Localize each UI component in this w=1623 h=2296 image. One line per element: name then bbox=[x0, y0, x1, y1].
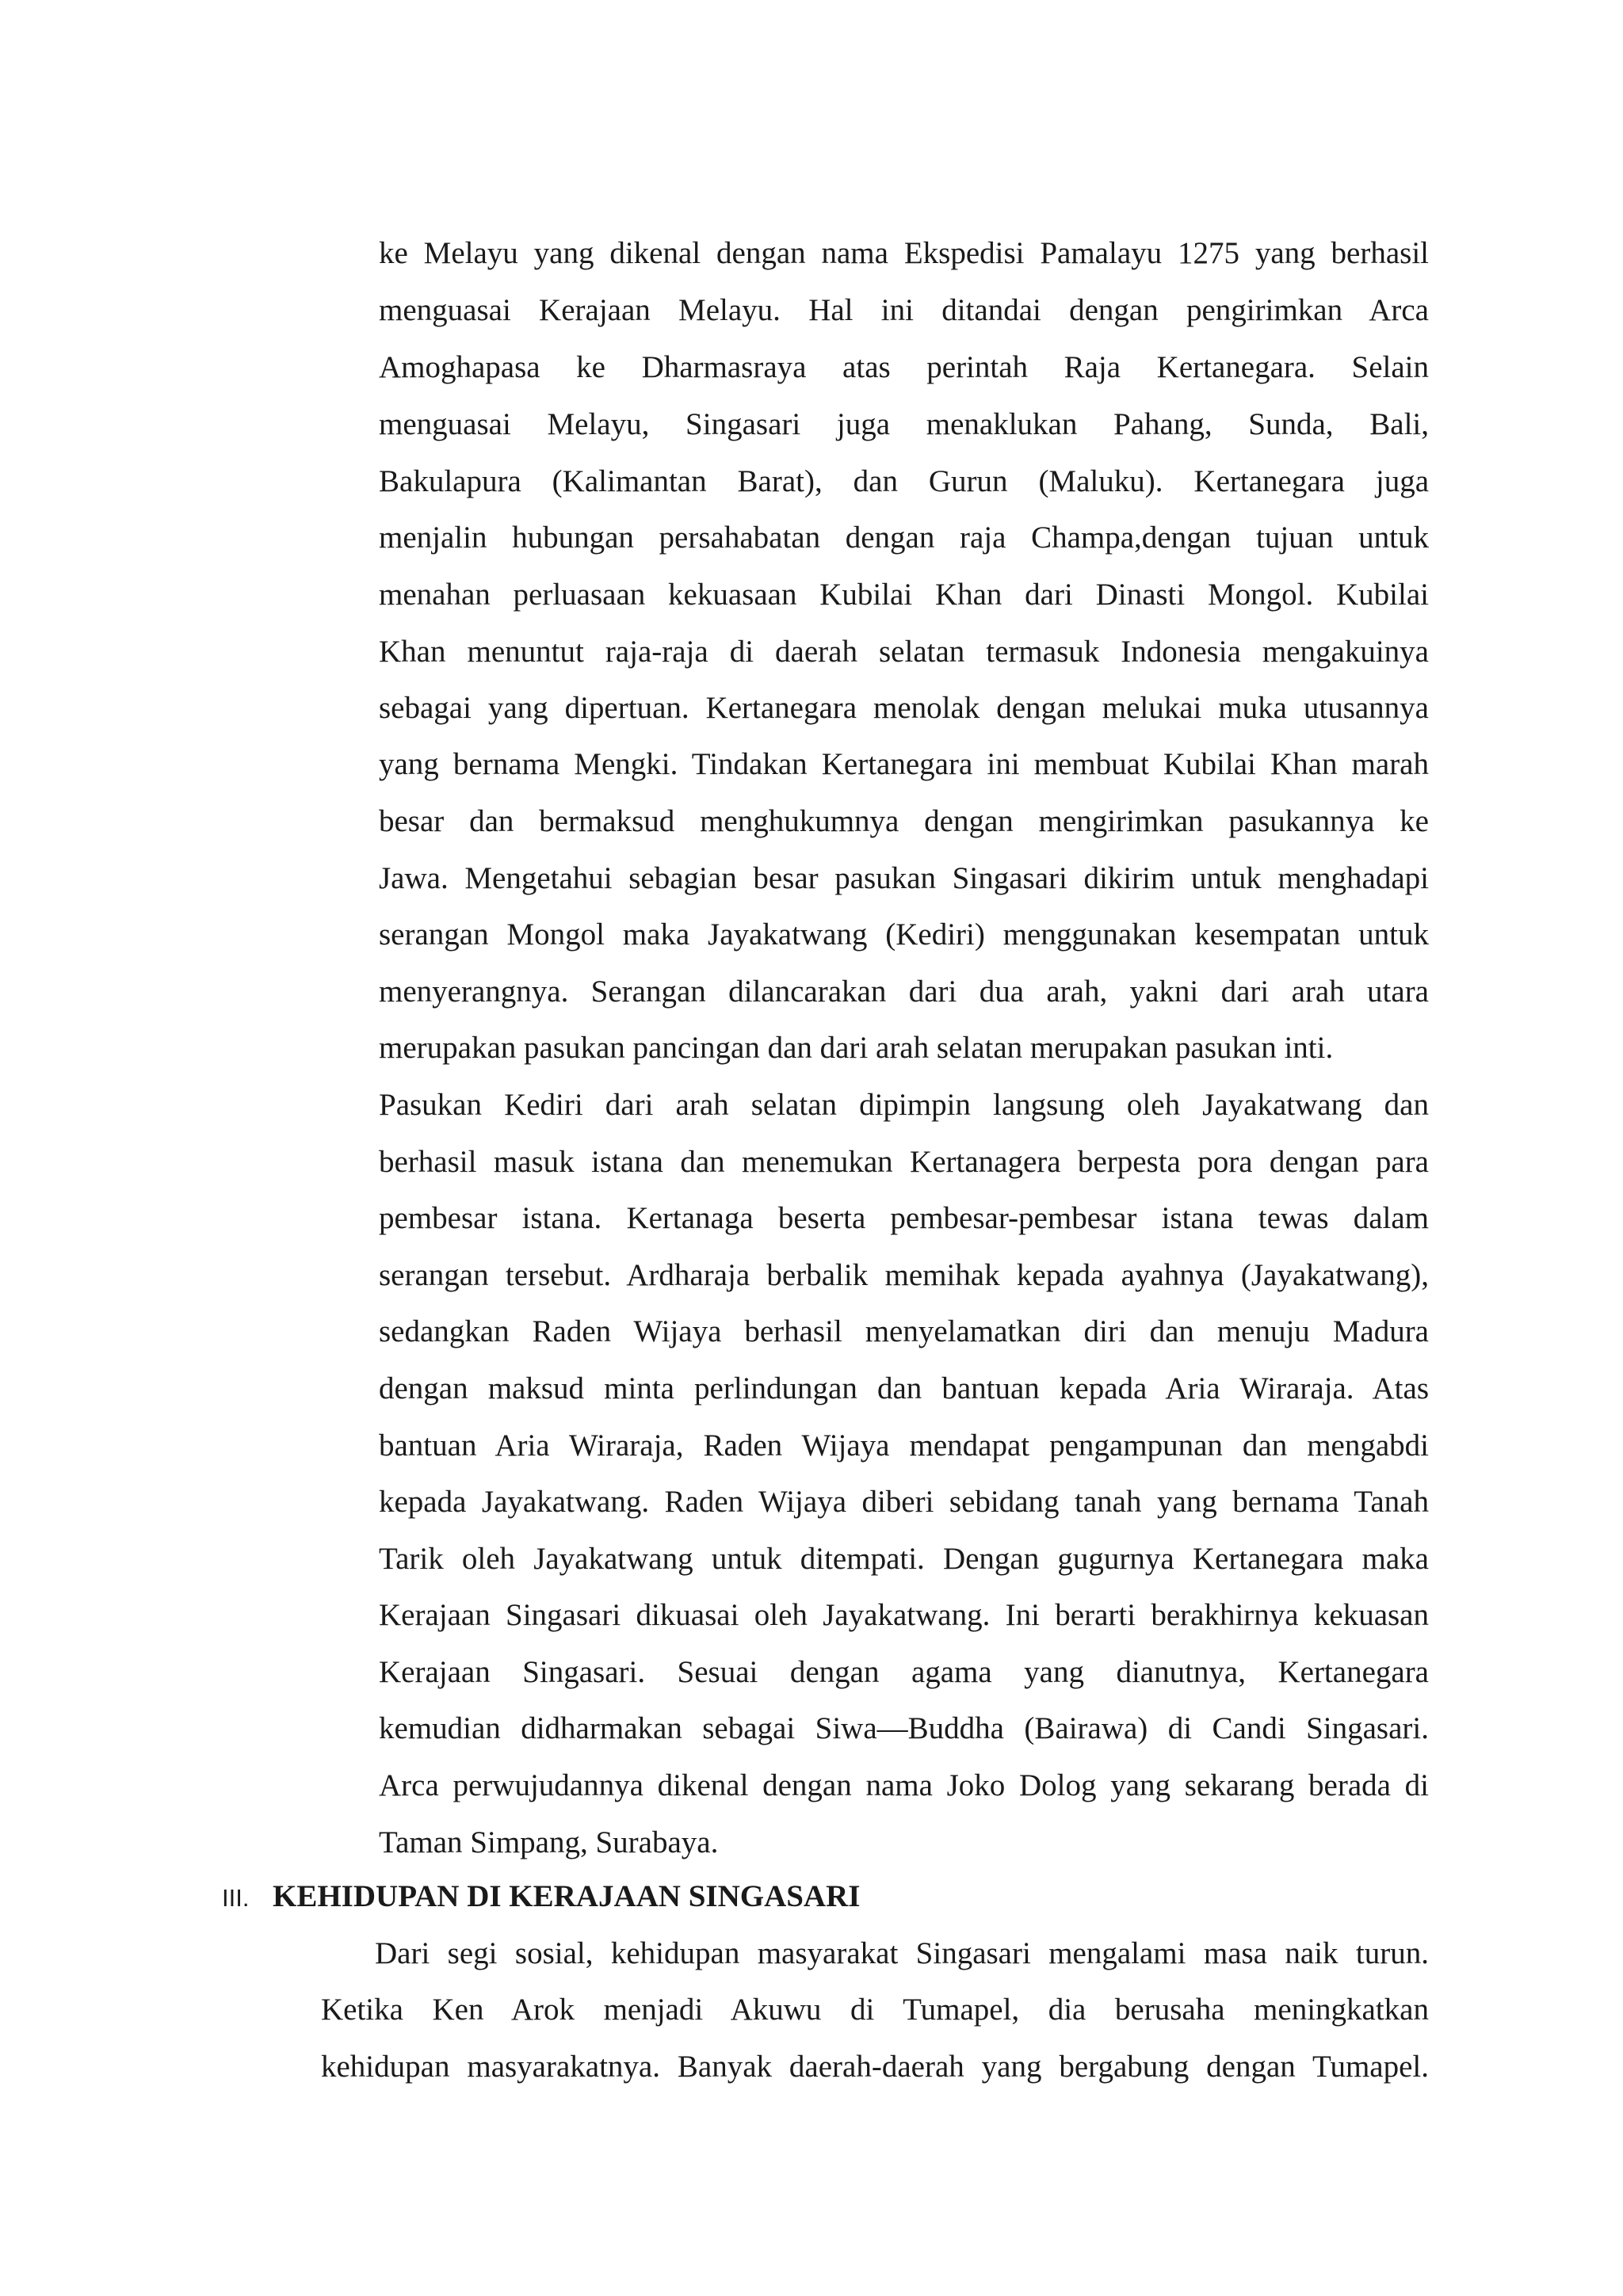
section-paragraph-line: Dari segi sosial, kehidupan masyarakat Singasari mengalami masa naik turun. bbox=[375, 1936, 1429, 1970]
paragraph1-line: serangan Mongol maka Jayakatwang (Kediri) menggunakan kesempatan untuk bbox=[379, 917, 1429, 952]
paragraph1-line: menjalin hubungan persahabatan dengan raja Champa,dengan tujuan untuk bbox=[379, 521, 1429, 555]
paragraph1-line: besar dan bermaksud menghukumnya dengan mengirimkan pasukannya ke bbox=[379, 804, 1429, 838]
paragraph2-line: kepada Jayakatwang. Raden Wijaya diberi sebidang tanah yang bernama Tanah bbox=[379, 1485, 1429, 1519]
paragraph1-line: yang bernama Mengki. Tindakan Kertanegara ini membuat Kubilai Khan marah bbox=[379, 747, 1429, 781]
paragraph2-line: Arca perwujudannya dikenal dengan nama Joko Dolog yang sekarang berada di bbox=[379, 1768, 1429, 1802]
paragraph2-line: pembesar istana. Kertanaga beserta pembesar-pembesar istana tewas dalam bbox=[379, 1201, 1429, 1235]
paragraph2-line: Taman Simpang, Surabaya. bbox=[379, 1825, 719, 1859]
section-paragraph-line: Ketika Ken Arok menjadi Akuwu di Tumapel, dia berusaha meningkatkan bbox=[321, 1993, 1429, 2027]
paragraph2-line: sedangkan Raden Wijaya berhasil menyelamatkan diri dan menuju Madura bbox=[379, 1314, 1429, 1348]
paragraph1-line: menguasai Kerajaan Melayu. Hal ini ditandai dengan pengirimkan Arca bbox=[379, 293, 1429, 327]
paragraph1-line: menguasai Melayu, Singasari juga menaklukan Pahang, Sunda, Bali, bbox=[379, 407, 1429, 441]
paragraph1-line: menyerangnya. Serangan dilancarakan dari dua arah, yakni dari arah utara bbox=[379, 974, 1429, 1009]
paragraph2-line: berhasil masuk istana dan menemukan Kertanagera berpesta pora dengan para bbox=[379, 1145, 1429, 1179]
paragraph1-line: merupakan pasukan pancingan dan dari arah selatan merupakan pasukan inti. bbox=[379, 1031, 1334, 1065]
paragraph2-line: kemudian didharmakan sebagai Siwa—Buddha (Bairawa) di Candi Singasari. bbox=[379, 1711, 1429, 1745]
paragraph2-line: Tarik oleh Jayakatwang untuk ditempati. Dengan gugurnya Kertanegara maka bbox=[379, 1542, 1429, 1576]
section-title: KEHIDUPAN DI KERAJAAN SINGASARI bbox=[273, 1879, 861, 1913]
paragraph1-line: Amoghapasa ke Dharmasraya atas perintah Raja Kertanegara. Selain bbox=[379, 350, 1429, 384]
paragraph2-line: serangan tersebut. Ardharaja berbalik memihak kepada ayahnya (Jayakatwang), bbox=[379, 1258, 1429, 1292]
paragraph1-line: Jawa. Mengetahui sebagian besar pasukan Singasari dikirim untuk menghadapi bbox=[379, 861, 1429, 895]
paragraph1-line: Khan menuntut raja-raja di daerah selatan termasuk Indonesia mengakuinya bbox=[379, 635, 1429, 669]
paragraph2-line: dengan maksud minta perlindungan dan bantuan kepada Aria Wiraraja. Atas bbox=[379, 1371, 1429, 1405]
paragraph1-line: sebagai yang dipertuan. Kertanegara menolak dengan melukai muka utusannya bbox=[379, 691, 1429, 725]
section-number: III. bbox=[222, 1884, 250, 1912]
paragraph1-line: ke Melayu yang dikenal dengan nama Ekspedisi Pamalayu 1275 yang berhasil bbox=[379, 236, 1429, 270]
paragraph1-line: Bakulapura (Kalimantan Barat), dan Gurun (Maluku). Kertanegara juga bbox=[379, 464, 1429, 498]
section-paragraph-line: kehidupan masyarakatnya. Banyak daerah-daerah yang bergabung dengan Tumapel. bbox=[321, 2050, 1429, 2084]
section-heading bbox=[222, 1878, 860, 1917]
paragraph2-line: Pasukan Kediri dari arah selatan dipimpin langsung oleh Jayakatwang dan bbox=[379, 1088, 1429, 1122]
paragraph2-line: Kerajaan Singasari dikuasai oleh Jayakatwang. Ini berarti berakhirnya kekuasan bbox=[379, 1598, 1429, 1632]
paragraph1-line: menahan perluasaan kekuasaan Kubilai Khan dari Dinasti Mongol. Kubilai bbox=[379, 578, 1429, 612]
paragraph2-line: Kerajaan Singasari. Sesuai dengan agama yang dianutnya, Kertanegara bbox=[379, 1655, 1429, 1689]
paragraph2-line: bantuan Aria Wiraraja, Raden Wijaya mendapat pengampunan dan mengabdi bbox=[379, 1428, 1429, 1463]
